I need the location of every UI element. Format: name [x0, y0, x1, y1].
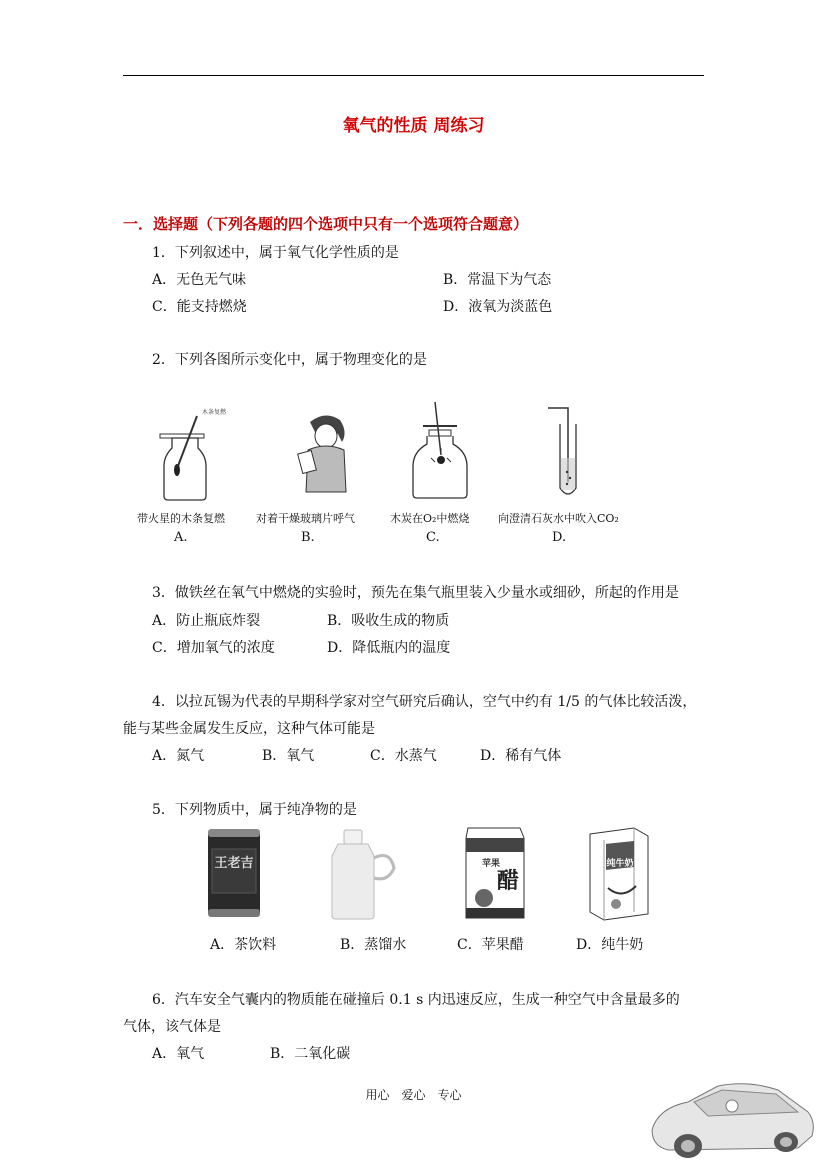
q4-option-d[interactable]: D．稀有气体: [480, 748, 562, 764]
q5-option-d[interactable]: D．纯牛奶: [576, 937, 644, 953]
q1-option-d[interactable]: D．液氧为淡蓝色: [443, 299, 553, 315]
q6-stem-line1: 6．汽车安全气囊内的物质能在碰撞后 0.1 s 内迅速反应，生成一种空气中含量最多的: [152, 992, 680, 1008]
q6-option-b[interactable]: B．二氧化碳: [270, 1046, 351, 1062]
q1-option-a[interactable]: A．无色无气味: [152, 272, 247, 288]
q3-option-c[interactable]: C．增加氧气的浓度: [152, 640, 275, 656]
q3-stem: 3．做铁丝在氧气中燃烧的实验时，预先在集气瓶里装入少量水或细砂，所起的作用是: [152, 585, 679, 601]
q1-stem: 1．下列叙述中，属于氧气化学性质的是: [152, 245, 399, 261]
q5-option-c[interactable]: C．苹果醋: [457, 937, 524, 953]
figure-test-tube: [538, 406, 588, 502]
q2-option-a[interactable]: A.: [174, 530, 188, 545]
section-heading: 一．选择题（下列各题的四个选项中只有一个选项符合题意）: [123, 215, 529, 233]
q2-caption-c: 木炭在O₂中燃烧: [390, 512, 470, 525]
vinegar-brand: 苹果: [482, 859, 501, 869]
page-footer: 用心 爱心 专心: [365, 1088, 462, 1102]
can-label: 王老吉: [214, 856, 254, 871]
figure-milk-carton: [586, 826, 652, 920]
q2-caption-b: 对着干燥玻璃片呼气: [256, 512, 355, 525]
q3-option-d[interactable]: D．降低瓶内的温度: [327, 640, 451, 656]
q4-option-b[interactable]: B．氧气: [262, 748, 315, 764]
figure-water-bottle: [328, 828, 398, 920]
q5-stem: 5．下列物质中，属于纯净物的是: [152, 802, 357, 818]
q4-stem-line1: 4．以拉瓦锡为代表的早期科学家对空气研究后确认，空气中约有 1/5 的气体比较活泼，: [152, 694, 697, 710]
q6-stem-line2: 气体，该气体是: [123, 1019, 221, 1035]
q3-option-b[interactable]: B．吸收生成的物质: [327, 613, 450, 629]
q4-option-a[interactable]: A．氮气: [152, 748, 205, 764]
q2-caption-a: 带火星的木条复燃: [137, 512, 225, 525]
q6-option-a[interactable]: A．氧气: [152, 1046, 205, 1062]
q2-option-d[interactable]: D.: [552, 530, 567, 545]
car-illustration-icon: [648, 1078, 818, 1164]
q2-option-b[interactable]: B.: [301, 530, 315, 545]
figure-jar-glowing-stick: [150, 408, 230, 503]
q5-option-a[interactable]: A．茶饮料: [210, 937, 277, 953]
q3-option-a[interactable]: A．防止瓶底炸裂: [152, 613, 261, 629]
q5-option-b[interactable]: B．蒸馏水: [340, 937, 407, 953]
vinegar-label: 醋: [496, 868, 520, 894]
q2-caption-d: 向澄清石灰水中吹入CO₂: [498, 512, 619, 525]
q1-option-c[interactable]: C．能支持燃烧: [152, 299, 247, 315]
figure-charcoal-jar: [405, 400, 475, 502]
figure-vinegar-carton: [462, 826, 530, 920]
stick-label: 木条复燃: [202, 409, 227, 416]
milk-label: 纯牛奶: [606, 859, 634, 869]
figure-girl-breathing: [290, 412, 360, 500]
q4-stem-line2: 能与某些金属发生反应，这种气体可能是: [123, 721, 375, 737]
figure-tea-can: [202, 825, 266, 919]
header-rule: [123, 75, 704, 76]
q4-option-c[interactable]: C．水蒸气: [370, 748, 437, 764]
q2-option-c[interactable]: C.: [426, 530, 440, 545]
page-title: 氧气的性质 周练习: [342, 116, 485, 136]
q1-option-b[interactable]: B．常温下为气态: [443, 272, 552, 288]
q2-stem: 2．下列各图所示变化中，属于物理变化的是: [152, 352, 427, 368]
